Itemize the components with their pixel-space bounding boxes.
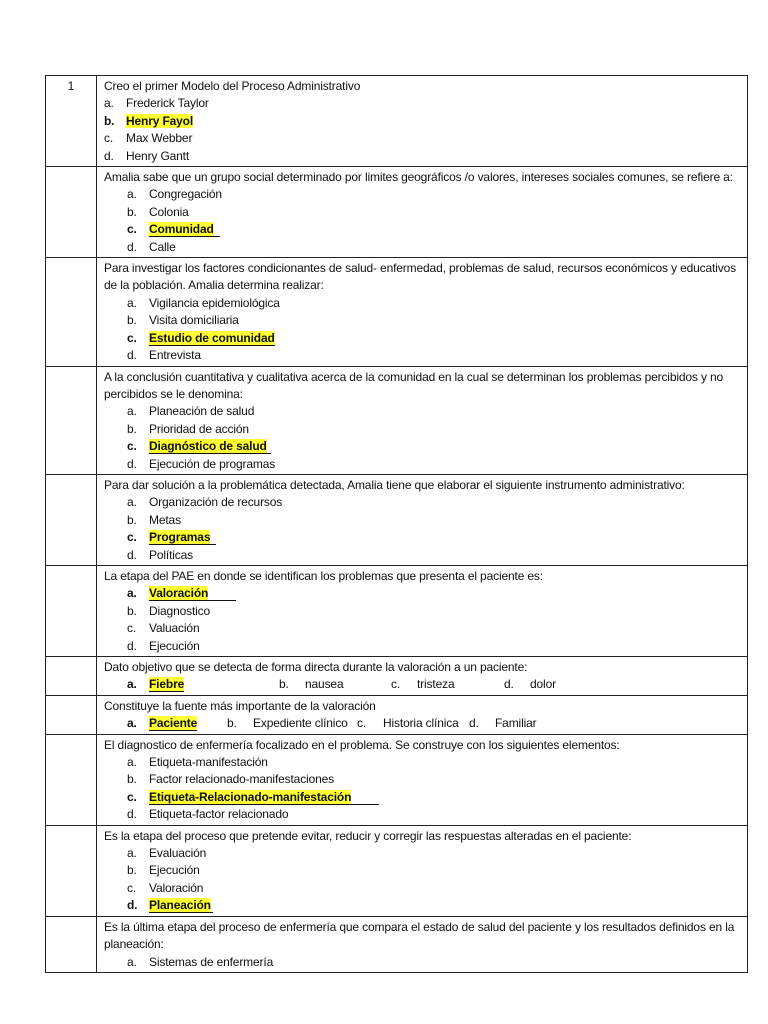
option-text: Henry Gantt (126, 148, 190, 163)
question-number (46, 916, 97, 972)
answer-option[interactable] (104, 113, 743, 130)
answer-underline (149, 716, 197, 731)
option-letter: d. (127, 239, 137, 254)
answer-underline (149, 222, 220, 237)
option-letter: c. (127, 330, 137, 345)
answer-option[interactable] (104, 421, 743, 438)
answer-option[interactable] (227, 715, 357, 732)
answer-option[interactable] (504, 676, 564, 693)
question-content (97, 76, 748, 167)
option-letter: a. (127, 295, 137, 310)
question-row (46, 657, 748, 696)
question-number (46, 167, 97, 258)
answer-option[interactable] (104, 312, 743, 329)
question-number (46, 695, 97, 734)
option-letter: d. (127, 898, 138, 913)
answer-underline (149, 530, 216, 545)
question-row (46, 366, 748, 474)
question-content (97, 366, 748, 474)
option-letter: b. (279, 677, 289, 692)
answer-option[interactable] (104, 620, 743, 637)
option-letter: c. (127, 439, 137, 454)
option-letter: a. (127, 586, 137, 601)
question-number: 1 (46, 76, 97, 167)
answer-option[interactable] (104, 512, 743, 529)
option-text: Entrevista (149, 348, 201, 363)
option-letter: d. (127, 547, 137, 562)
correct-answer-text: Estudio de comunidad (149, 330, 275, 345)
answer-underline (149, 677, 184, 692)
answer-option[interactable] (104, 204, 743, 221)
option-text: Congregación (149, 187, 222, 202)
answer-option[interactable] (104, 330, 743, 347)
answer-option[interactable] (127, 676, 279, 693)
option-letter: a. (127, 677, 137, 692)
question-row (46, 258, 748, 366)
answer-option[interactable] (104, 845, 743, 862)
answer-option[interactable] (104, 880, 743, 897)
question-content (97, 258, 748, 366)
question-content (97, 825, 748, 916)
question-number (46, 657, 97, 696)
option-letter: d. (504, 677, 514, 692)
option-text: Vigilancia epidemiológica (149, 295, 280, 310)
question-number (46, 258, 97, 366)
option-text: Evaluación (149, 846, 207, 861)
answer-option[interactable] (104, 456, 743, 473)
answer-option[interactable] (104, 438, 743, 455)
option-letter: c. (127, 222, 137, 237)
option-text: Ejecución (149, 863, 200, 878)
question-content (97, 474, 748, 565)
question-stem: Creo el primer Modelo del Proceso Administrativo (104, 79, 361, 93)
option-text: Ejecución (149, 638, 200, 653)
answer-option[interactable] (104, 130, 743, 147)
option-letter: b. (127, 603, 137, 618)
option-text: Calle (149, 239, 176, 254)
option-letter: a. (127, 846, 137, 861)
quiz-table (45, 75, 748, 973)
answer-underline (149, 790, 379, 805)
question-content (97, 167, 748, 258)
option-letter: c. (391, 677, 401, 692)
options-inline (104, 715, 743, 732)
option-letter: b. (127, 204, 137, 219)
option-text: Valoración (149, 880, 204, 895)
quiz-table-body (46, 76, 748, 973)
answer-option[interactable] (104, 239, 743, 256)
option-text: Familiar (495, 716, 537, 731)
option-letter: a. (127, 187, 137, 202)
correct-answer-text: Henry Fayol (126, 113, 194, 128)
option-letter: a. (104, 96, 114, 111)
answer-option[interactable] (104, 529, 743, 546)
answer-option[interactable] (104, 295, 743, 312)
answer-underline (149, 331, 275, 346)
correct-answer-text: Comunidad (149, 222, 214, 237)
option-text: Max Webber (126, 131, 193, 146)
question-stem: Amalia sabe que un grupo social determinado por limites geográficos /o valores, intereses sociales comunes, se refiere a: (104, 170, 733, 185)
question-stem: A la conclusión cuantitativa y cualitativa acerca de la comunidad en la cual se determinan los problemas percibidos y no percibidos se le denomina: (104, 369, 724, 401)
answer-option[interactable] (104, 95, 743, 112)
question-number (46, 734, 97, 825)
correct-answer-text: Valoración (149, 586, 209, 601)
option-letter: c. (127, 530, 137, 545)
question-stem: Dato objetivo que se detecta de forma directa durante la valoración a un paciente: (104, 660, 528, 674)
correct-answer-text: Paciente (149, 716, 198, 731)
answer-option[interactable] (104, 603, 743, 620)
question-number (46, 565, 97, 656)
option-letter: a. (127, 404, 137, 419)
option-text: Expediente clínico (253, 716, 348, 731)
option-text: Visita domiciliaria (149, 313, 239, 328)
answer-option[interactable] (104, 954, 743, 971)
option-letter: a. (127, 954, 137, 969)
option-text: Valuación (149, 621, 200, 636)
options-inline (104, 676, 743, 693)
option-letter: c. (127, 880, 137, 895)
question-stem: Constituye la fuente más importante de la valoración (104, 698, 376, 713)
answer-underline (149, 439, 271, 454)
question-row (46, 474, 748, 565)
question-number (46, 474, 97, 565)
option-text: Historia clínica (383, 716, 459, 731)
option-letter: b. (127, 772, 137, 787)
answer-option[interactable] (104, 403, 743, 420)
answer-underline (149, 898, 213, 913)
question-row (46, 695, 748, 734)
option-letter: b. (127, 313, 137, 328)
option-text: Prioridad de acción (149, 421, 249, 436)
question-content (97, 695, 748, 734)
answer-option[interactable] (104, 494, 743, 511)
question-stem: Es la etapa del proceso que pretende evitar, reducir y corregir las respuestas alteradas en el paciente: (104, 828, 632, 843)
answer-option[interactable] (104, 585, 743, 602)
option-text: Planeación de salud (149, 404, 255, 419)
option-text: Colonia (149, 204, 189, 219)
answer-underline (149, 586, 236, 601)
answer-option[interactable] (104, 897, 743, 914)
option-letter: d. (127, 638, 137, 653)
option-letter: c. (127, 789, 137, 804)
answer-option[interactable] (104, 754, 743, 771)
answer-option[interactable] (104, 221, 743, 238)
option-letter: b. (127, 421, 137, 436)
option-text: Organización de recursos (149, 495, 283, 510)
answer-option[interactable] (104, 862, 743, 879)
question-stem: El diagnostico de enfermería focalizado en el problema. Se construye con los siguientes elementos: (104, 737, 620, 752)
answer-option[interactable] (104, 347, 743, 364)
answer-option[interactable] (391, 676, 504, 693)
answer-option[interactable] (104, 638, 743, 655)
answer-option[interactable] (104, 547, 743, 564)
option-text: dolor (530, 677, 556, 692)
option-letter: c. (127, 621, 137, 636)
question-row (46, 565, 748, 656)
question-row (46, 916, 748, 972)
question-stem: La etapa del PAE en donde se identifican los problemas que presenta el paciente es: (104, 568, 543, 583)
correct-answer-text: Programas (149, 530, 211, 545)
option-letter: b. (127, 512, 137, 527)
option-letter: b. (127, 863, 137, 878)
correct-answer-text: Diagnóstico de salud (149, 439, 267, 454)
question-stem: Es la última etapa del proceso de enfermería que compara el estado de salud del paciente y los resultados definidos en la planeación: (104, 919, 735, 952)
option-letter: a. (127, 755, 137, 770)
option-letter: b. (104, 113, 115, 128)
question-stem: Para dar solución a la problemática detectada, Amalia tiene que elaborar el siguiente instrumento administrativo: (104, 477, 685, 492)
question-content (97, 565, 748, 656)
option-letter: c. (104, 131, 114, 146)
option-text: tristeza (417, 677, 455, 692)
option-letter: d. (127, 807, 137, 822)
option-letter: a. (127, 716, 137, 731)
answer-option[interactable] (104, 148, 743, 165)
answer-option[interactable] (104, 186, 743, 203)
answer-option[interactable] (279, 676, 391, 693)
question-number (46, 366, 97, 474)
answer-option[interactable] (104, 789, 743, 806)
answer-option[interactable] (104, 806, 743, 823)
option-letter: a. (127, 495, 137, 510)
option-text: Etiqueta-manifestación (149, 755, 268, 770)
answer-option[interactable] (127, 715, 227, 732)
option-letter: d. (127, 348, 137, 363)
question-stem: Para investigar los factores condicionantes de salud- enfermedad, problemas de salud, recursos económicos y educativos de la población. Amalia determina realizar: (104, 261, 736, 293)
option-text: Frederick Taylor (126, 96, 209, 111)
option-letter: c. (357, 716, 367, 731)
option-text: Etiqueta-factor relacionado (149, 807, 289, 822)
quiz-sheet (45, 75, 735, 973)
option-text: Metas (149, 512, 181, 527)
question-content (97, 734, 748, 825)
option-letter: b. (227, 716, 237, 731)
answer-option[interactable] (469, 715, 549, 732)
question-row (46, 734, 748, 825)
question-row (46, 76, 748, 167)
option-letter: d. (104, 148, 114, 163)
answer-option[interactable] (104, 771, 743, 788)
option-text: Sistemas de enfermería (149, 954, 274, 969)
question-number (46, 825, 97, 916)
question-row (46, 825, 748, 916)
option-text: Ejecución de programas (149, 456, 276, 471)
option-text: Factor relacionado-manifestaciones (149, 772, 334, 787)
question-content (97, 657, 748, 696)
option-letter: d. (127, 456, 137, 471)
option-text: nausea (305, 677, 344, 692)
option-letter: d. (469, 716, 479, 731)
correct-answer-text: Fiebre (149, 677, 185, 692)
answer-option[interactable] (357, 715, 469, 732)
question-row (46, 167, 748, 258)
option-text: Políticas (149, 547, 194, 562)
correct-answer-text: Planeación (149, 898, 211, 913)
question-content (97, 916, 748, 972)
correct-answer-text: Etiqueta-Relacionado-manifestación (149, 789, 352, 804)
option-text: Diagnostico (149, 603, 211, 618)
